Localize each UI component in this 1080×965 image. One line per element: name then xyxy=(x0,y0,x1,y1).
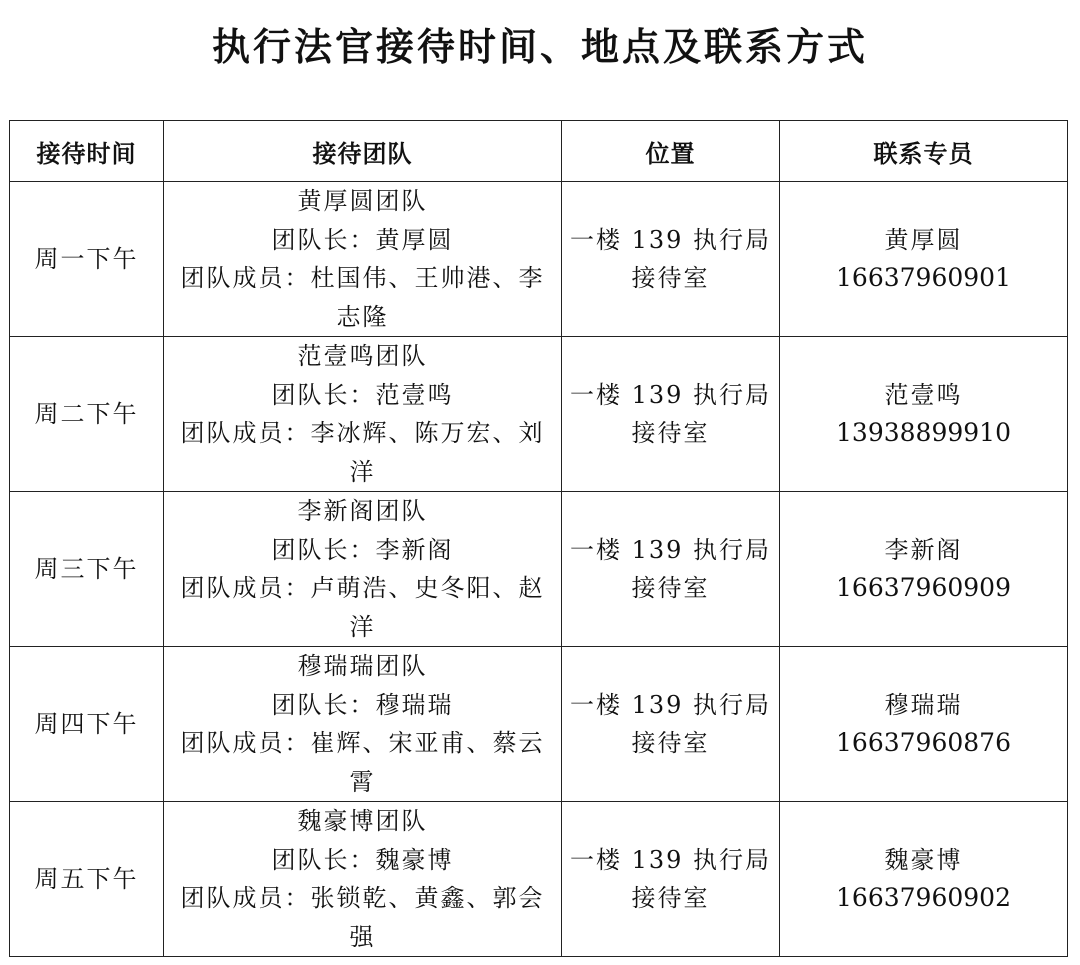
location-line1: 一楼 139 执行局 xyxy=(569,535,772,564)
team-members: 团队成员：李冰辉、陈万宏、刘洋 xyxy=(180,419,545,486)
team-members: 团队成员：卢萌浩、史冬阳、赵洋 xyxy=(180,574,545,641)
contact-phone: 16637960909 xyxy=(836,573,1011,602)
reception-time: 周四下午 xyxy=(10,647,164,802)
team-cell xyxy=(164,802,562,957)
team-cell xyxy=(164,182,562,337)
contact-cell xyxy=(780,647,1068,802)
contact-cell xyxy=(780,337,1068,492)
table-row xyxy=(10,182,1068,337)
contact-cell xyxy=(780,492,1068,647)
reception-time: 周二下午 xyxy=(10,337,164,492)
document-title: 执行法官接待时间、地点及联系方式 xyxy=(211,25,868,69)
table-row xyxy=(10,802,1068,957)
header-contact: 联系专员 xyxy=(780,121,1068,182)
team-members: 团队成员：崔辉、宋亚甫、蔡云霄 xyxy=(180,729,545,796)
location-cell xyxy=(562,802,780,957)
contact-phone: 16637960902 xyxy=(836,883,1011,912)
contact-name: 黄厚圆 xyxy=(884,225,963,254)
team-leader: 团队长：李新阁 xyxy=(271,535,454,564)
team-name: 黄厚圆团队 xyxy=(297,187,428,215)
location-line2: 接待室 xyxy=(631,574,710,602)
location-cell xyxy=(562,647,780,802)
location-cell xyxy=(562,337,780,492)
contact-phone: 13938899910 xyxy=(836,418,1011,447)
team-name: 范壹鸣团队 xyxy=(297,342,428,370)
contact-phone: 16637960876 xyxy=(836,728,1011,757)
contact-cell xyxy=(780,802,1068,957)
location-line2: 接待室 xyxy=(631,884,710,912)
location-line1: 一楼 139 执行局 xyxy=(569,690,772,719)
table-header-row xyxy=(10,121,1068,182)
contact-name: 范壹鸣 xyxy=(884,380,963,409)
table-row xyxy=(10,337,1068,492)
table-row xyxy=(10,647,1068,802)
team-leader: 团队长：黄厚圆 xyxy=(271,225,454,254)
team-leader: 团队长：魏豪博 xyxy=(271,845,454,874)
header-team: 接待团队 xyxy=(164,121,562,182)
contact-name: 穆瑞瑞 xyxy=(884,690,963,719)
contact-name: 魏豪博 xyxy=(884,845,963,874)
location-cell xyxy=(562,182,780,337)
team-cell xyxy=(164,492,562,647)
team-cell xyxy=(164,337,562,492)
team-members: 团队成员：杜国伟、王帅港、李志隆 xyxy=(180,264,545,331)
team-name: 穆瑞瑞团队 xyxy=(297,652,428,680)
header-time: 接待时间 xyxy=(10,121,164,182)
table-row xyxy=(10,492,1068,647)
team-name: 魏豪博团队 xyxy=(297,807,428,835)
location-line2: 接待室 xyxy=(631,419,710,447)
team-leader: 团队长：范壹鸣 xyxy=(271,380,454,409)
reception-time: 周一下午 xyxy=(10,182,164,337)
reception-time: 周五下午 xyxy=(10,802,164,957)
contact-cell xyxy=(780,182,1068,337)
location-line1: 一楼 139 执行局 xyxy=(569,225,772,254)
location-line1: 一楼 139 执行局 xyxy=(569,845,772,874)
reception-time: 周三下午 xyxy=(10,492,164,647)
location-cell xyxy=(562,492,780,647)
contact-phone: 16637960901 xyxy=(836,263,1011,292)
location-line2: 接待室 xyxy=(631,729,710,757)
header-location: 位置 xyxy=(562,121,780,182)
location-line2: 接待室 xyxy=(631,264,710,292)
location-line1: 一楼 139 执行局 xyxy=(569,380,772,409)
contact-name: 李新阁 xyxy=(884,535,963,564)
team-cell xyxy=(164,647,562,802)
reception-schedule-table xyxy=(9,120,1068,957)
team-leader: 团队长：穆瑞瑞 xyxy=(271,690,454,719)
team-name: 李新阁团队 xyxy=(297,497,428,525)
team-members: 团队成员：张锁乾、黄鑫、郭会强 xyxy=(180,884,545,951)
